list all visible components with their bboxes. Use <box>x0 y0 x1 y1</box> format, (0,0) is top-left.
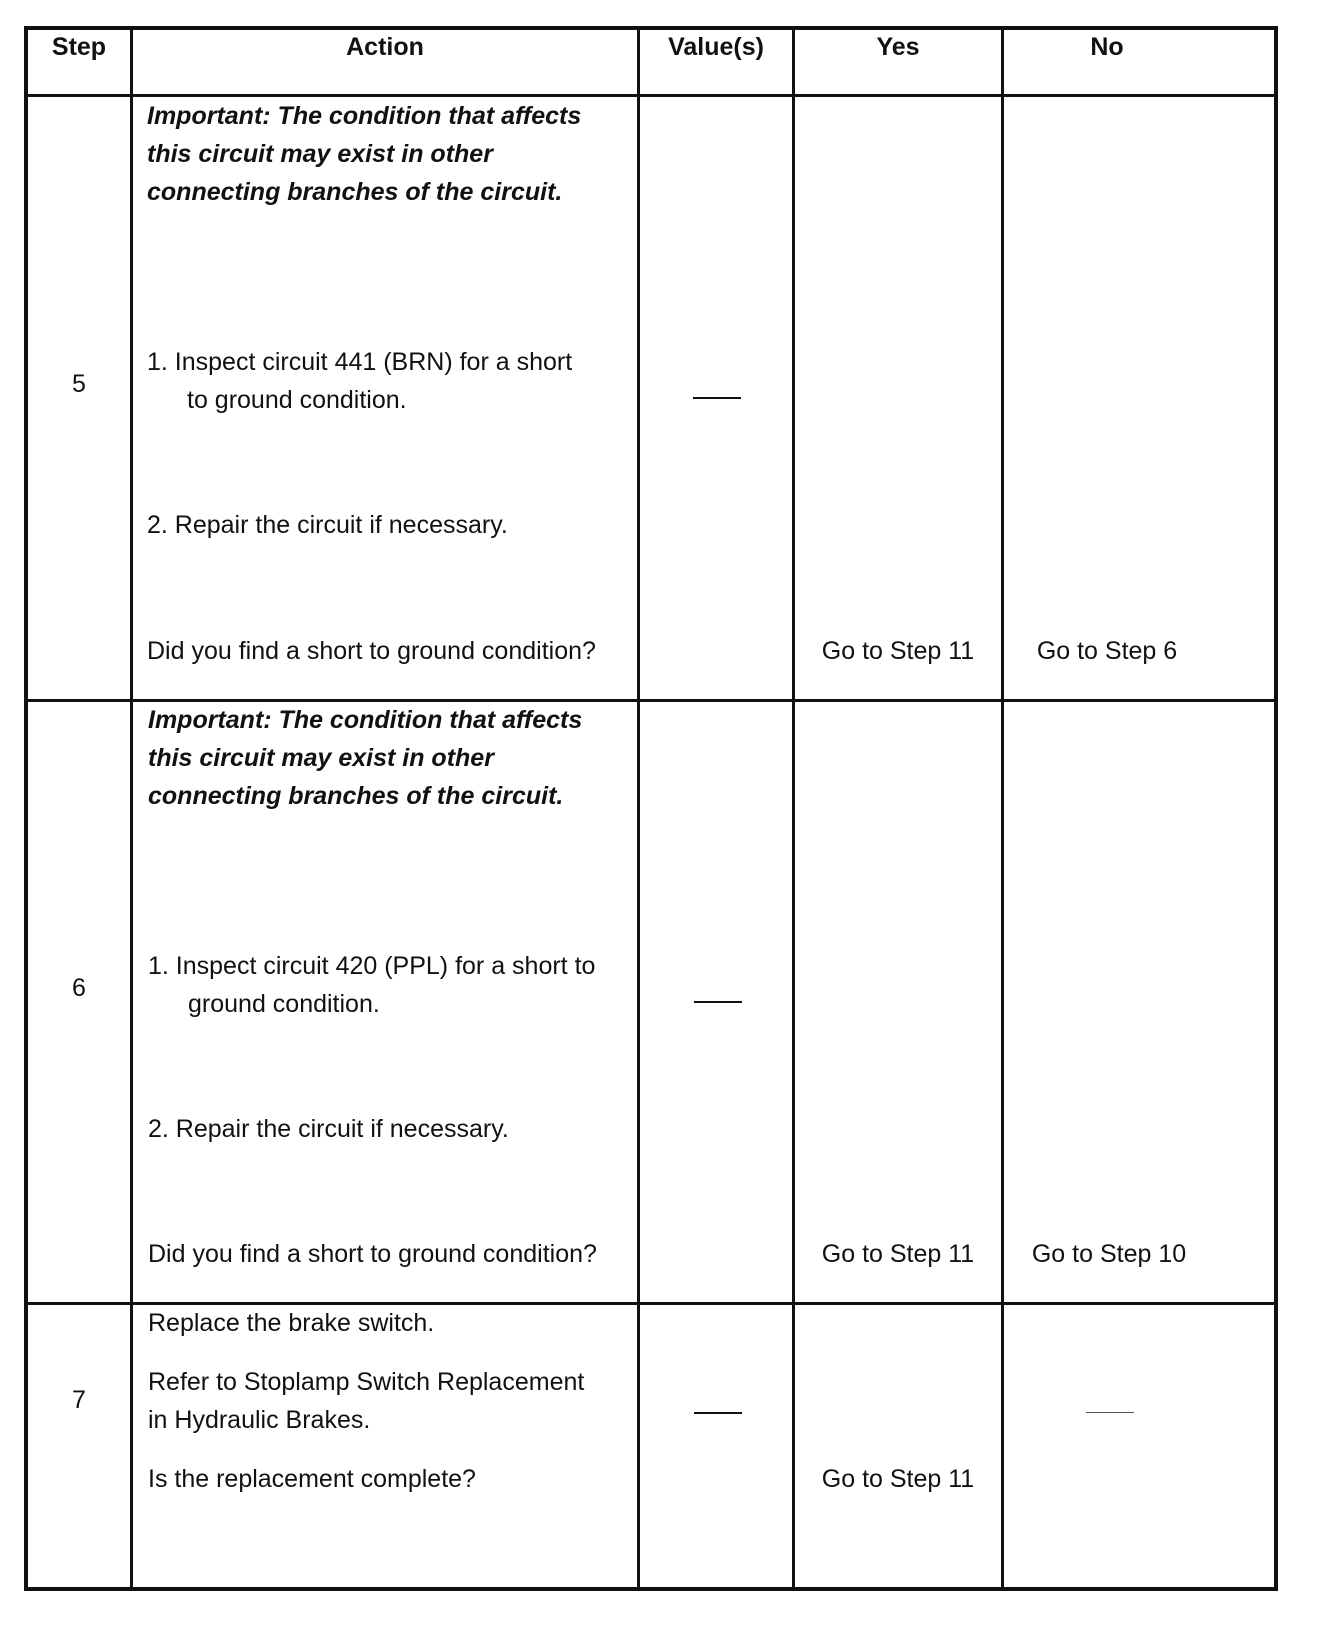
step-number: 7 <box>72 1386 86 1414</box>
value-dash <box>693 397 741 399</box>
important-note <box>148 701 582 815</box>
important-line: Important: The condition that affects <box>147 102 582 130</box>
action-item-2: 2. Repair the circuit if necessary. <box>147 511 508 539</box>
action-item-1 <box>147 343 572 419</box>
value-dash <box>694 1412 742 1414</box>
action-reference <box>148 1363 584 1439</box>
important-line: this circuit may exist in other <box>147 140 493 168</box>
col-divider <box>1001 26 1004 1591</box>
no-dash <box>1086 1412 1134 1413</box>
step-number: 6 <box>72 974 86 1002</box>
header-values: Value(s) <box>668 33 764 61</box>
action-line: 1. Inspect circuit 441 (BRN) for a short <box>147 348 573 376</box>
header-yes: Yes <box>876 33 920 61</box>
important-line: connecting branches of the circuit. <box>148 782 564 810</box>
action-line: to ground condition. <box>187 386 407 414</box>
action-line: Refer to Stoplamp Switch Replacement <box>148 1368 585 1396</box>
col-divider <box>637 26 640 1591</box>
yes-goto: Go to Step 11 <box>821 637 975 665</box>
action-question: Did you find a short to ground condition? <box>148 1240 597 1268</box>
action-question: Did you find a short to ground condition? <box>147 637 596 665</box>
yes-goto: Go to Step 11 <box>821 1465 975 1493</box>
action-line: 1. Inspect circuit 420 (PPL) for a short to <box>148 952 596 980</box>
important-line: Important: The condition that affects <box>148 706 583 734</box>
no-goto: Go to Step 10 <box>1031 1240 1187 1268</box>
important-note <box>147 97 581 211</box>
action-line: ground condition. <box>188 990 380 1018</box>
header-action: Action <box>346 33 424 61</box>
action-item-2: 2. Repair the circuit if necessary. <box>148 1115 509 1143</box>
step-number: 5 <box>72 370 86 398</box>
important-line: this circuit may exist in other <box>148 744 494 772</box>
no-goto: Go to Step 6 <box>1036 637 1178 665</box>
action-question: Is the replacement complete? <box>148 1465 476 1493</box>
action-item-1 <box>148 947 595 1023</box>
value-dash <box>694 1001 742 1003</box>
header-step: Step <box>51 33 107 61</box>
action-line: Replace the brake switch. <box>148 1309 435 1337</box>
action-line: in Hydraulic Brakes. <box>148 1406 371 1434</box>
important-line: connecting branches of the circuit. <box>147 178 563 206</box>
col-divider <box>792 26 795 1591</box>
header-no: No <box>1090 33 1124 61</box>
yes-goto: Go to Step 11 <box>821 1240 975 1268</box>
col-divider <box>130 26 133 1591</box>
